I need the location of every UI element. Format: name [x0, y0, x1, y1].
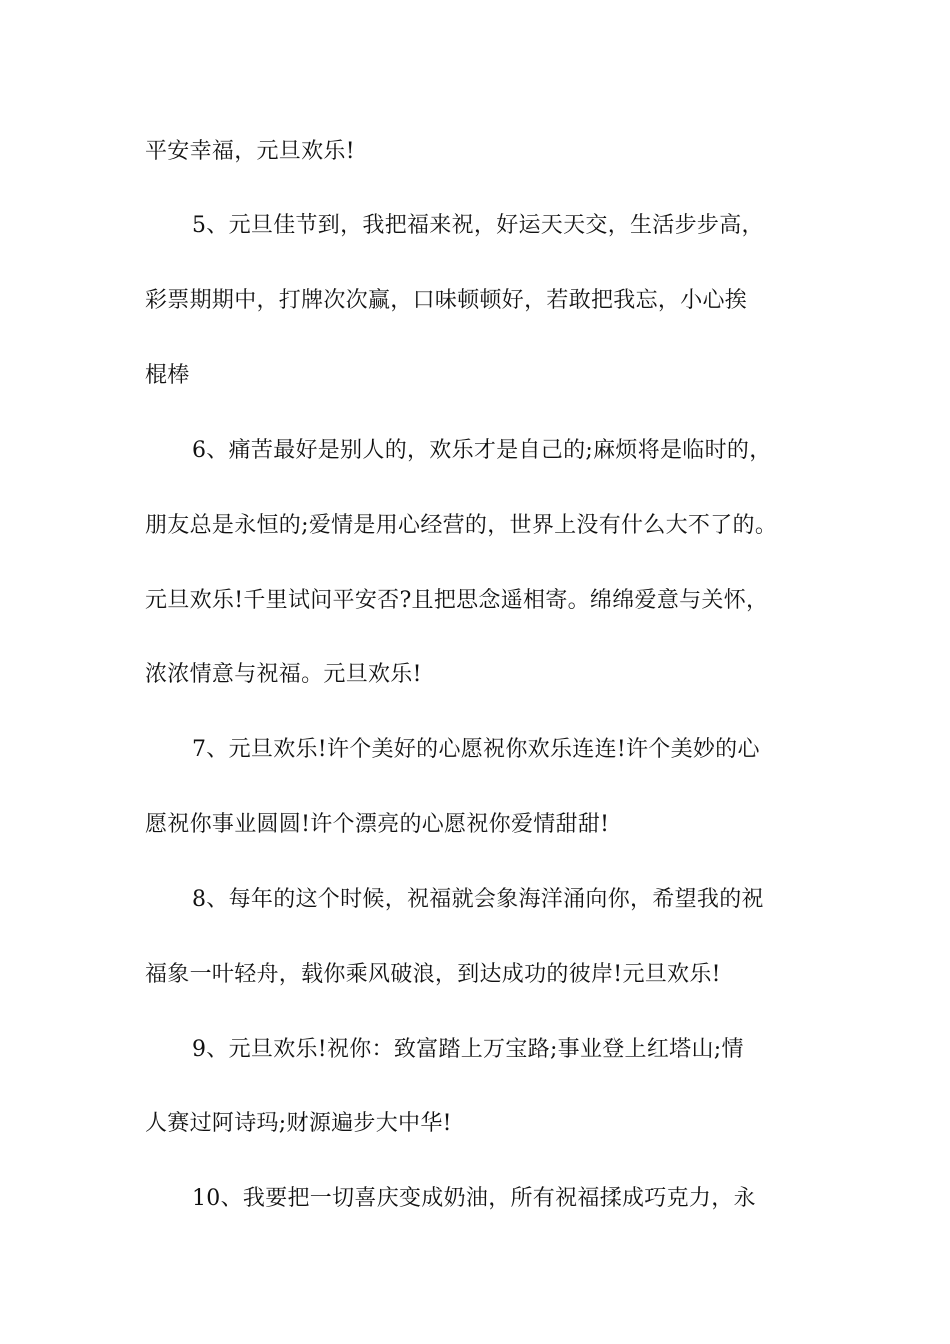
text-line-8: 浓浓情意与祝福。元旦欢乐!: [145, 662, 422, 687]
text-line-12: 福象一叶轻舟，载你乘风破浪，到达成功的彼岸!元旦欢乐!: [145, 962, 721, 987]
text-line-1: 平安幸福，元旦欢乐!: [145, 139, 355, 164]
text-line-2: 5、元旦佳节到，我把福来祝，好运天天交，生活步步高，: [192, 213, 764, 238]
text-line-4: 棍棒: [145, 363, 190, 388]
text-line-11: 8、每年的这个时候，祝福就会象海洋涌向你，希望我的祝: [192, 887, 764, 912]
text-line-5: 6、痛苦最好是别人的，欢乐才是自己的;麻烦将是临时的，: [192, 438, 772, 463]
text-line-7: 元旦欢乐!千里试问平安否?且把思念遥相寄。绵绵爱意与关怀，: [145, 588, 769, 613]
text-line-9: 7、元旦欢乐!许个美好的心愿祝你欢乐连连!许个美妙的心: [192, 737, 760, 762]
text-line-13: 9、元旦欢乐!祝你：致富踏上万宝路;事业登上红塔山;情: [192, 1037, 744, 1062]
text-line-3: 彩票期期中，打牌次次赢，口味顿顿好，若敢把我忘，小心挨: [145, 288, 748, 313]
text-line-6: 朋友总是永恒的;爱情是用心经营的，世界上没有什么大不了的。: [145, 513, 778, 538]
text-line-15: 10、我要把一切喜庆变成奶油，所有祝福揉成巧克力，永: [192, 1186, 756, 1211]
text-line-10: 愿祝你事业圆圆!许个漂亮的心愿祝你爱情甜甜!: [145, 812, 610, 837]
text-line-14: 人赛过阿诗玛;财源遍步大中华!: [145, 1111, 452, 1136]
